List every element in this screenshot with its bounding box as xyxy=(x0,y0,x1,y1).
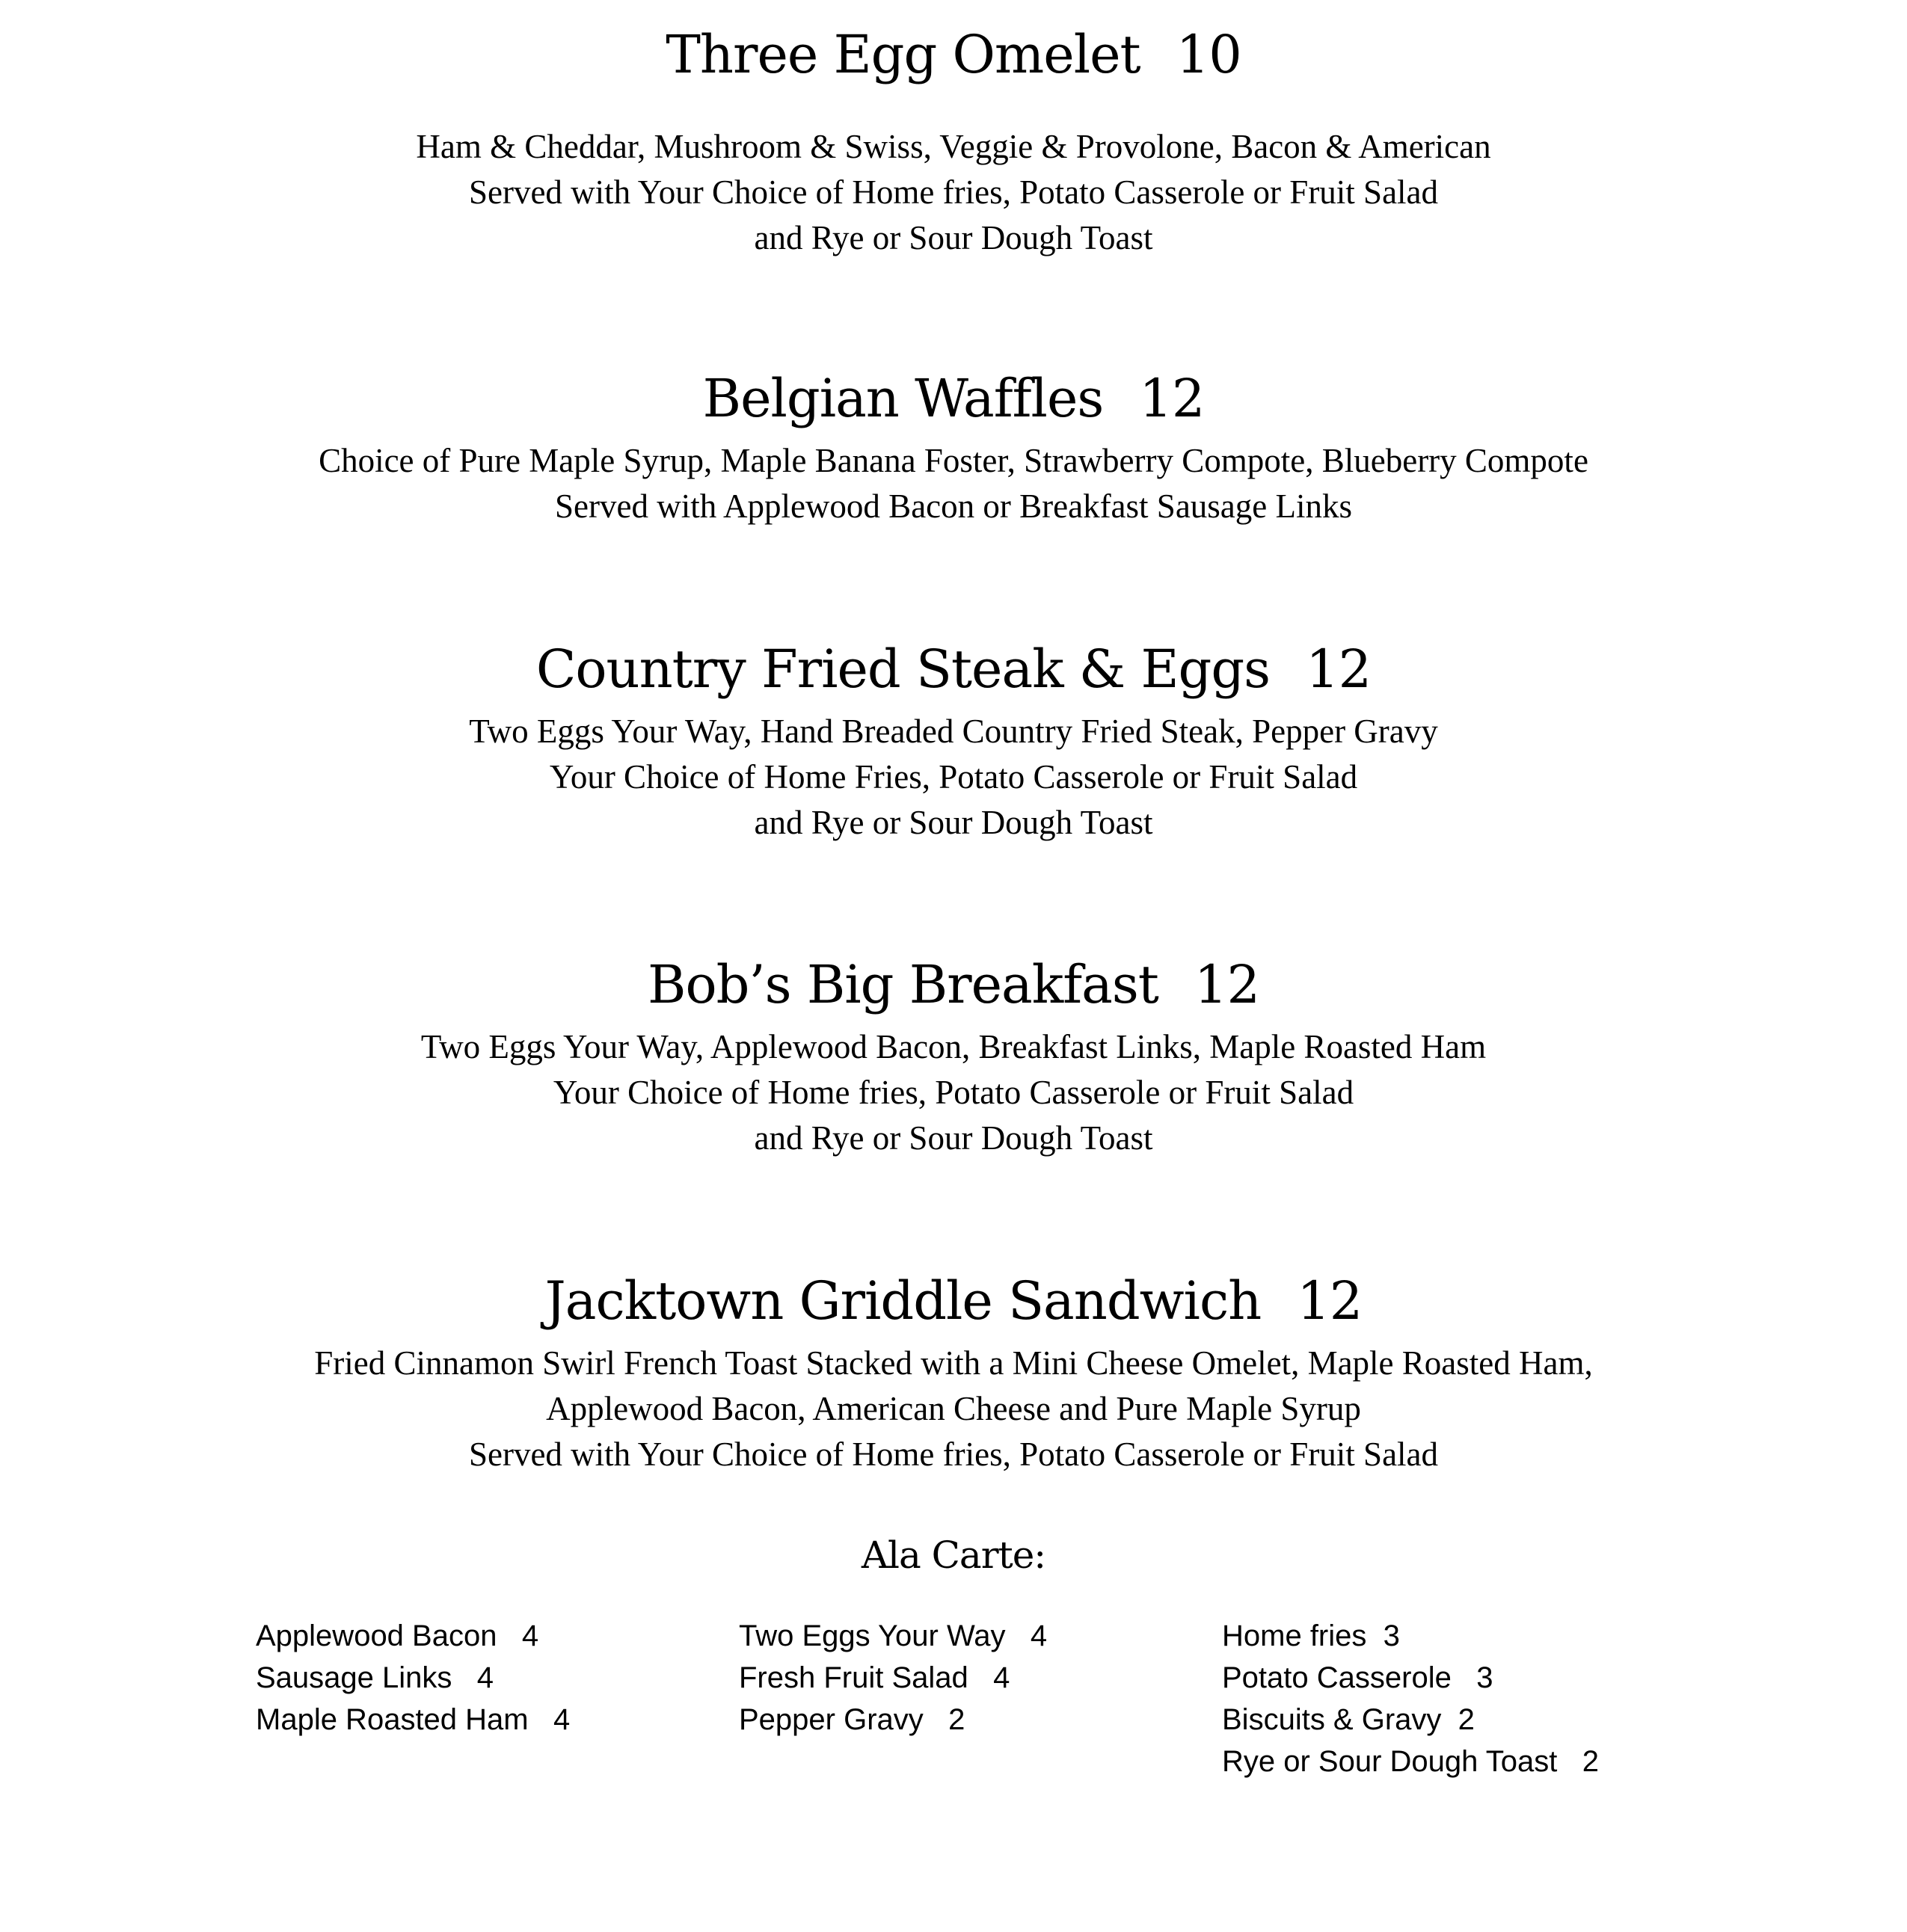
menu-item-title xyxy=(0,636,1907,703)
ala-carte-item xyxy=(1222,1741,1599,1782)
menu-item-three-egg-omelet xyxy=(0,21,1907,261)
menu-item-belgian-waffles xyxy=(0,365,1907,529)
menu-item-description xyxy=(0,438,1907,529)
menu-item-description xyxy=(0,124,1907,261)
description-line: and Rye or Sour Dough Toast xyxy=(754,219,1153,256)
ala-carte-item-price: 4 xyxy=(1030,1619,1048,1652)
ala-carte-item xyxy=(739,1657,1047,1699)
menu-item-name: Country Fried Steak & Eggs xyxy=(535,639,1271,700)
ala-carte-item-name: Rye or Sour Dough Toast xyxy=(1222,1745,1558,1778)
menu-item-title xyxy=(0,951,1907,1018)
description-line: Your Choice of Home fries, Potato Casserole or Fruit Salad xyxy=(553,1074,1354,1111)
ala-carte-item-price: 4 xyxy=(476,1661,494,1694)
menu-item-country-fried-steak xyxy=(0,636,1907,846)
menu-item-price: 12 xyxy=(1194,954,1259,1015)
menu-item-title xyxy=(0,365,1907,432)
ala-carte-item-price: 2 xyxy=(1458,1703,1475,1736)
ala-carte-column-3 xyxy=(1222,1615,1599,1782)
ala-carte-item xyxy=(256,1615,570,1657)
menu-item-jacktown-griddle-sandwich xyxy=(0,1267,1907,1477)
ala-carte-item-price: 3 xyxy=(1476,1661,1493,1694)
description-line: Two Eggs Your Way, Applewood Bacon, Breakfast Links, Maple Roasted Ham xyxy=(420,1028,1487,1065)
menu-item-title xyxy=(0,1267,1907,1335)
ala-carte-item-price: 4 xyxy=(553,1703,571,1736)
description-line: Served with Your Choice of Home fries, Potato Casserole or Fruit Salad xyxy=(468,173,1439,211)
ala-carte-item-price: 2 xyxy=(948,1703,965,1736)
menu-item-name: Belgian Waffles xyxy=(702,368,1104,429)
ala-carte-item xyxy=(739,1615,1047,1657)
ala-carte-item xyxy=(1222,1657,1599,1699)
description-line: Two Eggs Your Way, Hand Breaded Country Fried Steak, Pepper Gravy xyxy=(469,713,1438,750)
description-line: Choice of Pure Maple Syrup, Maple Banana Foster, Strawberry Compote, Blueberry Compote xyxy=(319,442,1588,479)
ala-carte-item xyxy=(739,1699,1047,1741)
menu-item-description xyxy=(0,1341,1907,1477)
ala-carte-item-name: Applewood Bacon xyxy=(256,1619,497,1652)
menu-item-price: 10 xyxy=(1176,24,1241,85)
ala-carte-item-name: Sausage Links xyxy=(256,1661,452,1694)
menu-item-bobs-big-breakfast xyxy=(0,951,1907,1161)
ala-carte-item-name: Potato Casserole xyxy=(1222,1661,1452,1694)
menu-item-name: Bob’s Big Breakfast xyxy=(648,954,1158,1015)
menu-item-price: 12 xyxy=(1297,1270,1363,1332)
description-line: Served with Your Choice of Home fries, Potato Casserole or Fruit Salad xyxy=(468,1436,1439,1473)
ala-carte-item-name: Home fries xyxy=(1222,1619,1367,1652)
ala-carte-item-name: Biscuits & Gravy xyxy=(1222,1703,1442,1736)
ala-carte-item-price: 4 xyxy=(993,1661,1010,1694)
ala-carte-item xyxy=(256,1699,570,1741)
ala-carte-item-price: 2 xyxy=(1582,1745,1599,1778)
description-line: Served with Applewood Bacon or Breakfast Sausage Links xyxy=(554,487,1353,525)
description-line: and Rye or Sour Dough Toast xyxy=(754,1119,1153,1157)
menu-item-title xyxy=(0,21,1907,88)
ala-carte-item-price: 4 xyxy=(521,1619,539,1652)
menu-item-description xyxy=(0,1024,1907,1161)
description-line: Your Choice of Home Fries, Potato Casserole or Fruit Salad xyxy=(549,758,1358,796)
ala-carte-item-price: 3 xyxy=(1383,1619,1400,1652)
menu-item-name: Jacktown Griddle Sandwich xyxy=(544,1270,1262,1332)
description-line: Applewood Bacon, American Cheese and Pure Maple Syrup xyxy=(546,1390,1361,1427)
ala-carte-item xyxy=(1222,1699,1599,1741)
ala-carte-item-name: Two Eggs Your Way xyxy=(739,1619,1006,1652)
ala-carte-column-2 xyxy=(739,1615,1047,1741)
menu-item-name: Three Egg Omelet xyxy=(666,24,1140,85)
ala-carte-item-name: Pepper Gravy xyxy=(739,1703,924,1736)
ala-carte-column-1 xyxy=(256,1615,570,1741)
ala-carte-item-name: Maple Roasted Ham xyxy=(256,1703,529,1736)
description-line: Fried Cinnamon Swirl French Toast Stacked with a Mini Cheese Omelet, Maple Roasted Ham, xyxy=(314,1344,1593,1382)
menu-item-price: 12 xyxy=(1139,368,1205,429)
menu-item-price: 12 xyxy=(1306,639,1372,700)
description-line: and Rye or Sour Dough Toast xyxy=(754,804,1153,841)
menu-item-description xyxy=(0,709,1907,846)
ala-carte-heading: Ala Carte: xyxy=(861,1533,1046,1577)
ala-carte-item xyxy=(256,1657,570,1699)
ala-carte-item-name: Fresh Fruit Salad xyxy=(739,1661,968,1694)
ala-carte-item xyxy=(1222,1615,1599,1657)
description-line: Ham & Cheddar, Mushroom & Swiss, Veggie & Provolone, Bacon & American xyxy=(416,128,1491,165)
